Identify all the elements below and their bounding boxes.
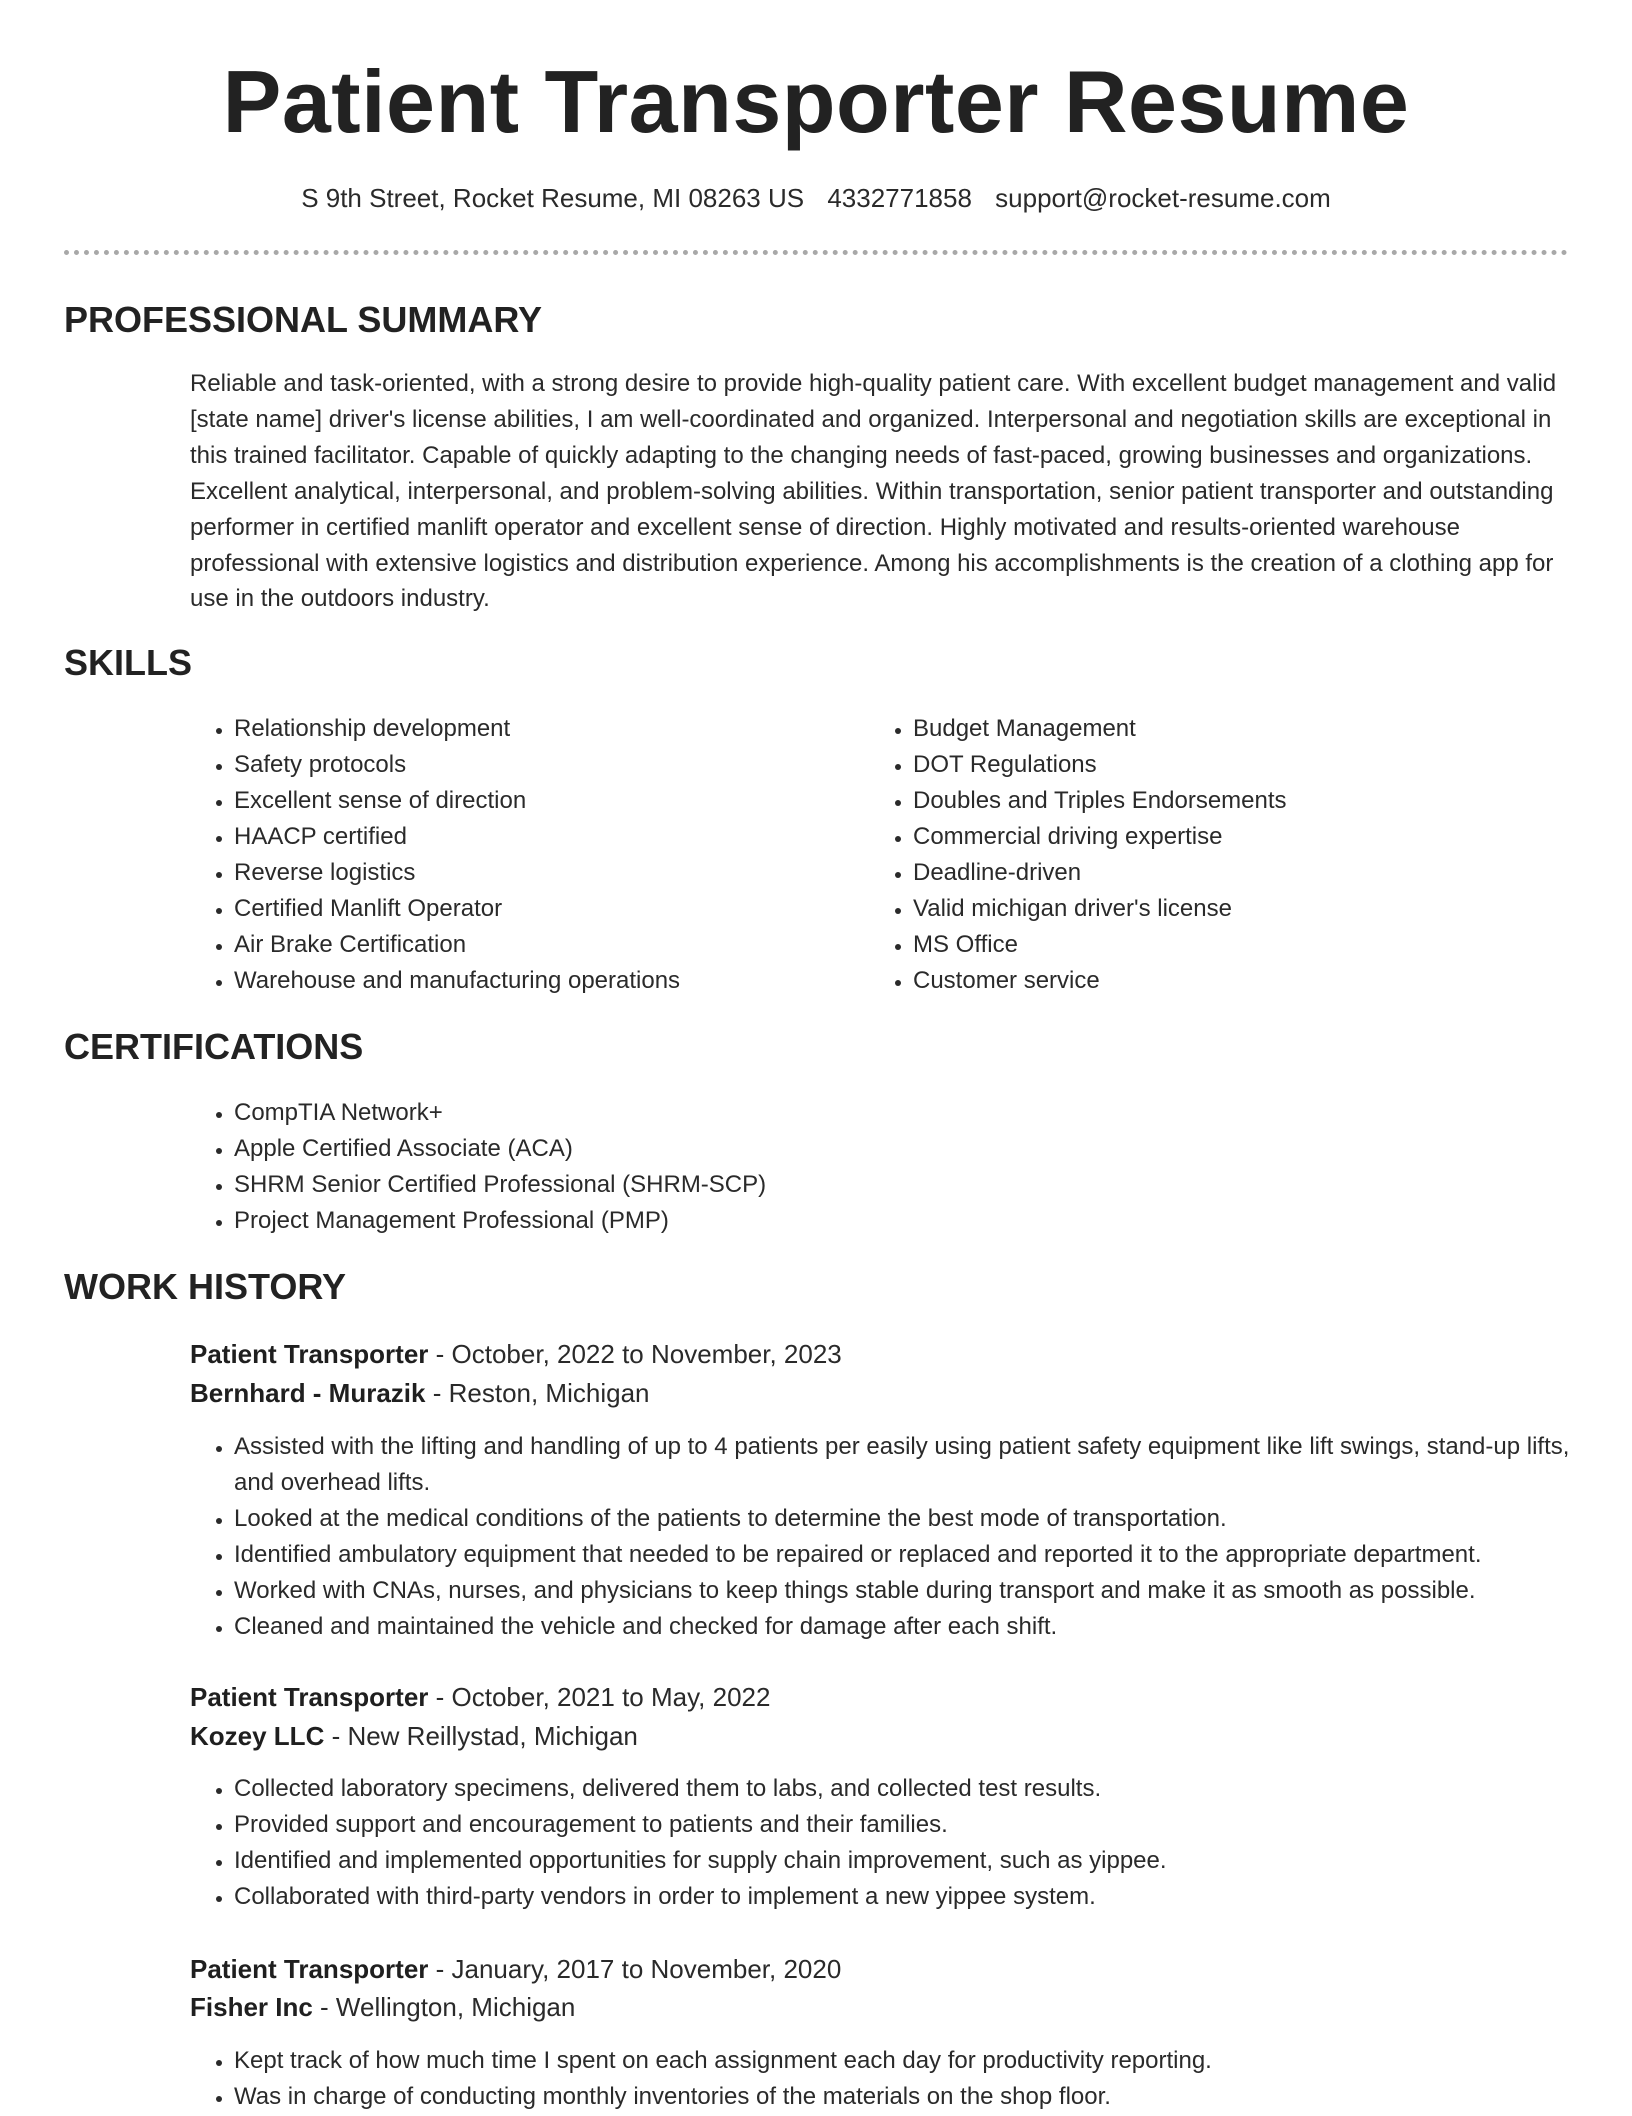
list-item: • Assisted with the lifting and handling of up to 4 patients per easily using patient safety equipment like lift swings, stand-up lifts, and overhead lifts. bbox=[234, 1429, 1614, 1501]
section-title-skills: SKILLS bbox=[64, 642, 193, 683]
job-dates: - October, 2022 to November, 2023 bbox=[428, 1339, 842, 1369]
list-item: • Doubles and Triples Endorsements bbox=[913, 783, 1553, 819]
list-item: • Certified Manlift Operator bbox=[234, 891, 874, 927]
list-item: • Customer service bbox=[913, 963, 1553, 999]
job-bullets bbox=[190, 1429, 1614, 1645]
contact-address: S 9th Street, Rocket Resume, MI 08263 US bbox=[301, 183, 805, 213]
list-item: • SHRM Senior Certified Professional (SHRM-SCP) bbox=[234, 1167, 1614, 1203]
list-item: • Was in charge of conducting monthly inventories of the materials on the shop floor. bbox=[234, 2079, 1614, 2115]
list-item: • Reverse logistics bbox=[234, 855, 874, 891]
skills-list-right bbox=[869, 711, 1553, 999]
job-location: - New Reillystad, Michigan bbox=[324, 1721, 638, 1751]
job-company-line bbox=[190, 1988, 575, 2026]
job-company: Bernhard - Murazik bbox=[190, 1378, 426, 1408]
skills-list-left bbox=[190, 711, 874, 999]
list-item: • Cleaned and maintained the vehicle and checked for damage after each shift. bbox=[234, 1609, 1614, 1645]
list-item: • Project Management Professional (PMP) bbox=[234, 1203, 1614, 1239]
job-role: Patient Transporter bbox=[190, 1339, 429, 1369]
list-item: • MS Office bbox=[913, 927, 1553, 963]
section-title-summary: PROFESSIONAL SUMMARY bbox=[64, 299, 543, 340]
list-item: • Air Brake Certification bbox=[234, 927, 874, 963]
list-item: • Valid michigan driver's license bbox=[913, 891, 1553, 927]
job-dates: - January, 2017 to November, 2020 bbox=[428, 1954, 842, 1984]
section-title-work-history: WORK HISTORY bbox=[64, 1266, 347, 1307]
job-company-line bbox=[190, 1374, 649, 1412]
job-company-line bbox=[190, 1717, 638, 1755]
list-item: • Provided support and encouragement to patients and their families. bbox=[234, 1807, 1614, 1843]
job-bullets bbox=[190, 2043, 1614, 2115]
job-company: Fisher Inc bbox=[190, 1992, 313, 2022]
list-item: • Deadline-driven bbox=[913, 855, 1553, 891]
list-item: • Kept track of how much time I spent on each assignment each day for productivity reporting. bbox=[234, 2043, 1614, 2079]
list-item: • Collaborated with third-party vendors in order to implement a new yippee system. bbox=[234, 1879, 1614, 1915]
list-item: • Identified ambulatory equipment that needed to be repaired or replaced and reported it to the appropriate department. bbox=[234, 1537, 1614, 1573]
list-item: • HAACP certified bbox=[234, 819, 874, 855]
list-item: • Safety protocols bbox=[234, 747, 874, 783]
contact-email: support@rocket-resume.com bbox=[995, 183, 1331, 213]
resume-title: Patient Transporter Resume bbox=[222, 52, 1410, 151]
list-item: • Commercial driving expertise bbox=[913, 819, 1553, 855]
list-item: • Identified and implemented opportunities for supply chain improvement, such as yippee. bbox=[234, 1843, 1614, 1879]
list-item: • Relationship development bbox=[234, 711, 874, 747]
list-item: • Excellent sense of direction bbox=[234, 783, 874, 819]
list-item: • Worked with CNAs, nurses, and physicians to keep things stable during transport and make it as smooth as possible. bbox=[234, 1573, 1614, 1609]
contact-phone: 4332771858 bbox=[827, 183, 972, 213]
list-item: • Collected laboratory specimens, delivered them to labs, and collected test results. bbox=[234, 1771, 1614, 1807]
job-title-line bbox=[190, 1335, 842, 1373]
job-role: Patient Transporter bbox=[190, 1682, 429, 1712]
certifications-list bbox=[190, 1095, 1614, 1239]
job-bullets bbox=[190, 1771, 1614, 1915]
list-item: • CompTIA Network+ bbox=[234, 1095, 1614, 1131]
list-item: • Budget Management bbox=[913, 711, 1553, 747]
job-dates: - October, 2021 to May, 2022 bbox=[428, 1682, 771, 1712]
summary-text: Reliable and task-oriented, with a strong desire to provide high-quality patient care. With excellent budget management and valid [state name] driver's license abilities, I am well-coordinated and organized. Interpersonal and negotiation skills are exceptional in this trained facilitator. Capable of quickly adapting to the changing needs of fast-paced, growing businesses and organizations. Excellent analytical, interpersonal, and problem-solving abilities. Within transportation, senior patient transporter and outstanding performer in certified manlift operator and excellent sense of direction. Highly motivated and results-oriented warehouse professional with extensive logistics and distribution experience. Among his accomplishments is the creation of a clothing app for use in the outdoors industry. bbox=[190, 370, 1557, 613]
section-title-certifications: CERTIFICATIONS bbox=[64, 1026, 364, 1067]
list-item: • Warehouse and manufacturing operations bbox=[234, 963, 874, 999]
job-title-line bbox=[190, 1678, 770, 1716]
job-title-line bbox=[190, 1950, 841, 1988]
job-company: Kozey LLC bbox=[190, 1721, 325, 1751]
job-location: - Wellington, Michigan bbox=[312, 1992, 576, 2022]
contact-line bbox=[0, 180, 1632, 216]
list-item: • Apple Certified Associate (ACA) bbox=[234, 1131, 1614, 1167]
list-item: • Looked at the medical conditions of the patients to determine the best mode of transportation. bbox=[234, 1501, 1614, 1537]
job-location: - Reston, Michigan bbox=[425, 1378, 650, 1408]
job-role: Patient Transporter bbox=[190, 1954, 429, 1984]
header-divider bbox=[64, 250, 1568, 255]
list-item: • DOT Regulations bbox=[913, 747, 1553, 783]
